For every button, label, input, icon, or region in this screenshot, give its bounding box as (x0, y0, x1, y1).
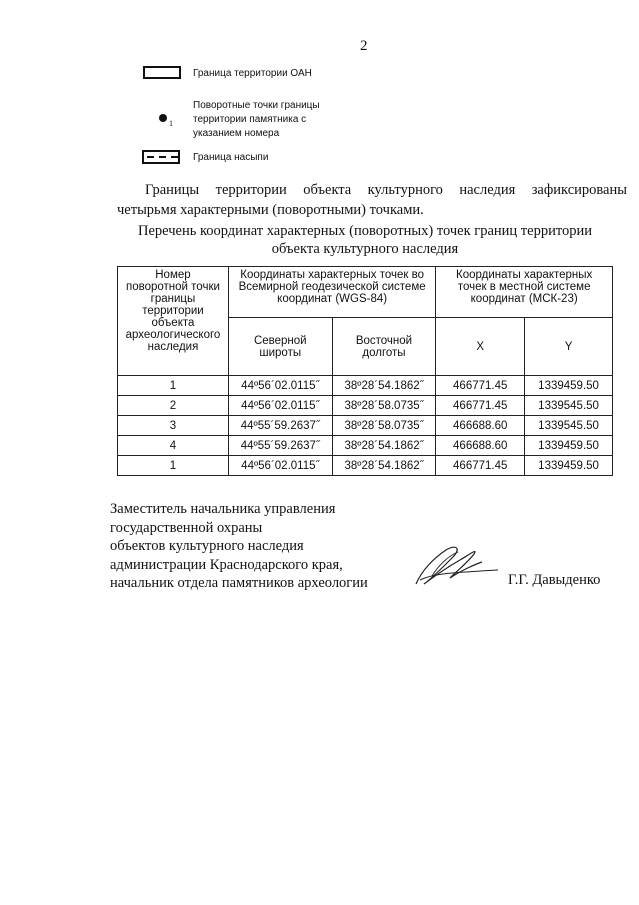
page-number: 2 (360, 38, 368, 54)
handwritten-signature (412, 540, 502, 590)
signatory-name: Г.Г. Давыденко (508, 572, 601, 588)
table-row: 4 44º55´59.2637˝ 38º28´54.1862˝ 466688.60 1339459.50 (118, 436, 613, 456)
legend-embankment-boundary: Граница насыпи (193, 152, 269, 163)
msk23-header: Координаты характерных точек в местной системе координат (МСК-23) (436, 267, 613, 318)
x-header: X (436, 318, 525, 376)
coordinates-table (117, 266, 613, 476)
signatory-title: Заместитель начальника управления государственной охраны объектов культурного наследия администрации Краснодарского края, начальник отдела памятников археологии (110, 501, 368, 591)
table-row: 1 44º56´02.0115˝ 38º28´54.1862˝ 466771.45 1339459.50 (118, 376, 613, 396)
table-row: 2 44º56´02.0115˝ 38º28´58.0735˝ 466771.45 1339545.50 (118, 396, 613, 416)
legend-turning-points: Поворотные точки границы территории памятника с указанием номера (193, 100, 320, 139)
oan-boundary-symbol (143, 66, 181, 79)
point-number-header: Номер поворотной точки границы территории объекта археологического наследия (118, 267, 229, 376)
north-latitude-header: Северной широты (228, 318, 332, 376)
turning-point-symbol (159, 114, 167, 122)
y-header: Y (525, 318, 613, 376)
wgs84-header: Координаты характерных точек во Всемирной геодезической системе координат (WGS-84) (228, 267, 435, 318)
legend-oan-boundary: Граница территории ОАН (193, 68, 312, 79)
east-longitude-header: Восточной долготы (332, 318, 436, 376)
turning-point-index: 1 (169, 119, 173, 128)
embankment-boundary-symbol (142, 150, 180, 164)
boundary-paragraph: Границы территории объекта культурного наследия зафиксированы четырьмя характерными (поворотными) точками. (117, 182, 627, 218)
table-row: 3 44º55´59.2637˝ 38º28´58.0735˝ 466688.60 1339545.50 (118, 416, 613, 436)
table-title: Перечень координат характерных (поворотных) точек границ территории объекта культурного наследия (137, 223, 593, 257)
table-row: 1 44º56´02.0115˝ 38º28´54.1862˝ 466771.45 1339459.50 (118, 456, 613, 476)
